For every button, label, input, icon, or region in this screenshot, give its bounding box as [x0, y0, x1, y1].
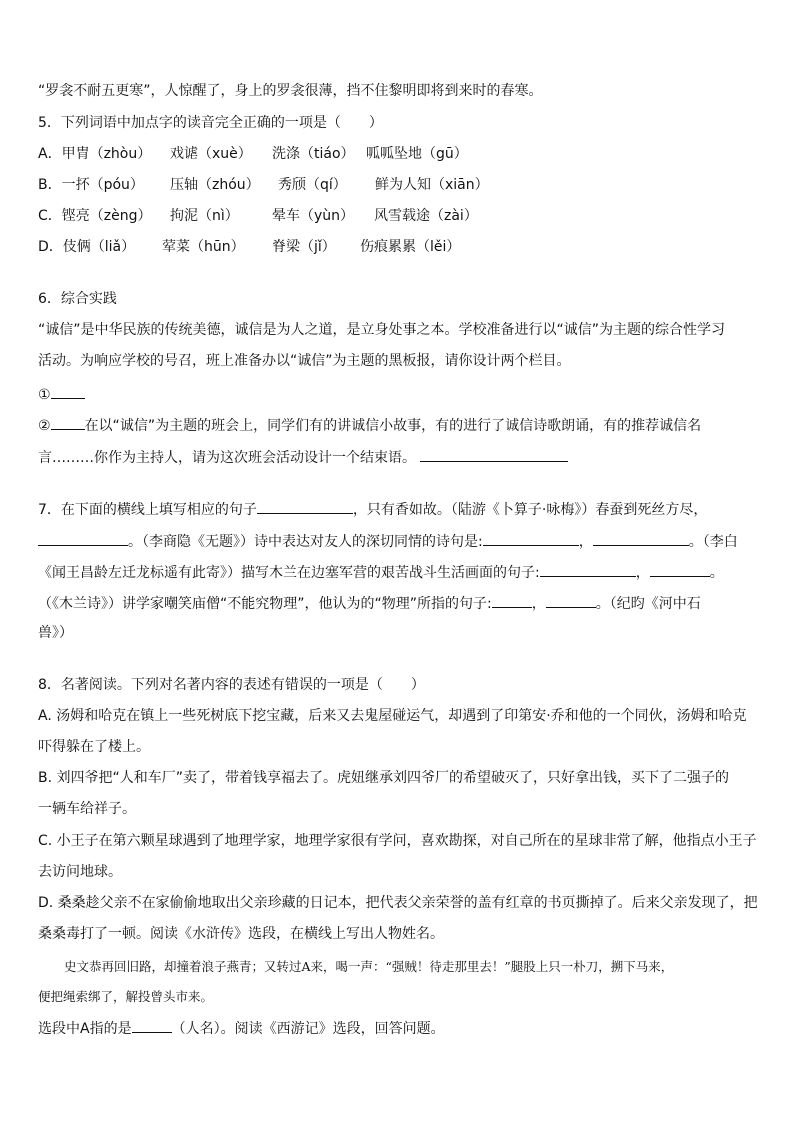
text-span: ，只有香如故。（陆游《卜算子·咏梅》）春蚕到死丝方尽，	[352, 502, 708, 518]
text-span: 在以“诚信”为主题的班会上，同学们有的讲诚信小故事，有的进行了诚信诗歌朗诵，有的推荐诚信名	[84, 418, 702, 434]
text-span: 。（李白	[688, 534, 738, 550]
answer-blank[interactable]	[546, 593, 596, 608]
circle-number: ②	[38, 418, 51, 434]
q8-option-d: D. 桑桑趁父亲不在家偷偷地取出父亲珍藏的日记本，把代表父亲荣誉的盖有红章的书页撕掉了。后来父亲发现了，把	[38, 895, 758, 911]
text-span: 。（纪昀《河中石	[595, 596, 701, 612]
text-line: 吓得躲在了楼上。	[38, 739, 150, 755]
answer-blank[interactable]	[51, 415, 85, 430]
question-7-line	[38, 593, 701, 613]
text-span: 。	[709, 565, 724, 581]
answer-blank[interactable]	[593, 531, 689, 546]
option-word: 鲜为人知（xiān）	[375, 177, 489, 193]
answer-blank[interactable]	[483, 531, 579, 546]
excerpt-line: 史文恭再回旧路，却撞着浪子燕青；又转过A来，喝一声：“强贼！待走那里去！”腿股上只一朴刀，搠下马来，	[64, 959, 674, 974]
q8-option-b: B. 刘四爷把“人和车厂”卖了，带着钱享福去了。虎妞继承刘四爷厂的希望破灭了，只好拿出钱，买下了二强子的	[38, 770, 730, 786]
option-word: 拘泥（nì）	[170, 208, 239, 224]
text-line: “罗衾不耐五更寒”，人惊醒了，身上的罗衾很薄，挡不住黎明即将到来时的春寒。	[38, 83, 543, 99]
option-word: 晕车（yùn）	[272, 208, 355, 224]
text-span: 。（李商隐《无题》）诗中表达对友人的深切同情的诗句是:	[128, 534, 483, 550]
option-word: 戏谑（xuè）	[170, 146, 252, 162]
text-line: 兽》）	[38, 625, 73, 641]
answer-blank[interactable]	[420, 447, 568, 462]
text-line	[38, 1018, 445, 1038]
question-7-line	[38, 562, 724, 582]
text-line: 活动。为响应学校的号召，班上准备办以“诚信”为主题的黑板报，请你设计两个栏目。	[38, 353, 571, 369]
option-word: C．铿亮（zèng）	[38, 208, 152, 224]
option-word: 秀颀（qí）	[278, 177, 347, 193]
answer-blank[interactable]	[51, 384, 85, 399]
option-word: 风雪载途（zài）	[374, 208, 478, 224]
q8-option-a: A. 汤姆和哈克在镇上一些死树底下挖宝藏，后来又去鬼屋碰运气，却遇到了印第安·乔和他的一个同伙，汤姆和哈克	[38, 708, 747, 724]
option-word: 洗涤（tiáo）	[272, 146, 355, 162]
question-8-title: 8．名著阅读。下列对名著内容的表述有错误的一项是（ ）	[38, 677, 425, 693]
text-span: 选段中A指的是	[38, 1021, 132, 1037]
text-line: 一辆车给祥子。	[38, 801, 136, 817]
text-span: 7．在下面的横线上填写相应的句子	[38, 502, 257, 518]
text-line: 去访问地球。	[38, 864, 122, 880]
text-span: （《木兰诗》）讲学家嘲笑庙僧“不能究物理”，他认为的“物理”所指的句子:	[38, 596, 492, 612]
option-word: B．一抔（póu）	[38, 177, 144, 193]
answer-blank[interactable]	[650, 562, 710, 577]
answer-blank[interactable]	[38, 531, 128, 546]
option-word: 荤菜（hūn）	[162, 239, 245, 255]
answer-blank[interactable]	[257, 499, 353, 514]
answer-blank[interactable]	[492, 593, 532, 608]
option-word: A．甲胄（zhòu）	[38, 146, 152, 162]
option-word: 压轴（zhóu）	[170, 177, 260, 193]
option-word: D．伎俩（liǎ）	[38, 239, 136, 255]
answer-line-2	[38, 415, 701, 435]
text-line	[38, 447, 568, 467]
text-span: 《闻王昌龄左迁龙标遥有此寄》）描写木兰在边塞军营的艰苦战斗生活画面的句子:	[38, 565, 540, 581]
question-7-line	[38, 499, 707, 519]
circle-number: ①	[38, 387, 51, 403]
text-span: 言………你作为主持人，请为这次班会活动设计一个结束语。	[38, 450, 416, 466]
text-line: 桑桑毒打了一顿。阅读《水浒传》选段，在横线上写出人物姓名。	[38, 926, 444, 942]
answer-line-1	[38, 384, 85, 404]
text-line: “诚信”是中华民族的传统美德，诚信是为人之道，是立身处事之本。学校准备进行以“诚信”为主题的综合性学习	[38, 322, 726, 338]
text-span: ，	[531, 596, 546, 612]
question-7-line	[38, 531, 738, 551]
q8-option-c: C. 小王子在第六颗星球遇到了地理学家，地理学家很有学问，喜欢勘探，对自己所在的星球非常了解，他指点小王子	[38, 833, 757, 849]
option-word: 呱呱坠地（gū）	[366, 146, 468, 162]
question-6-title: 6．综合实践	[38, 291, 117, 307]
answer-blank[interactable]	[132, 1018, 172, 1033]
option-word: 脊梁（jǐ）	[272, 239, 336, 255]
text-span: （人名）。阅读《西游记》选段，回答问题。	[171, 1021, 445, 1037]
excerpt-line: 便把绳索绑了，解投曾头市来。	[38, 989, 214, 1004]
option-word: 伤痕累累（lěi）	[360, 239, 461, 255]
answer-blank[interactable]	[540, 562, 636, 577]
text-span: ，	[578, 534, 593, 550]
text-span: ，	[635, 565, 650, 581]
question-5-title: 5．下列词语中加点字的读音完全正确的一项是（ ）	[38, 115, 383, 131]
